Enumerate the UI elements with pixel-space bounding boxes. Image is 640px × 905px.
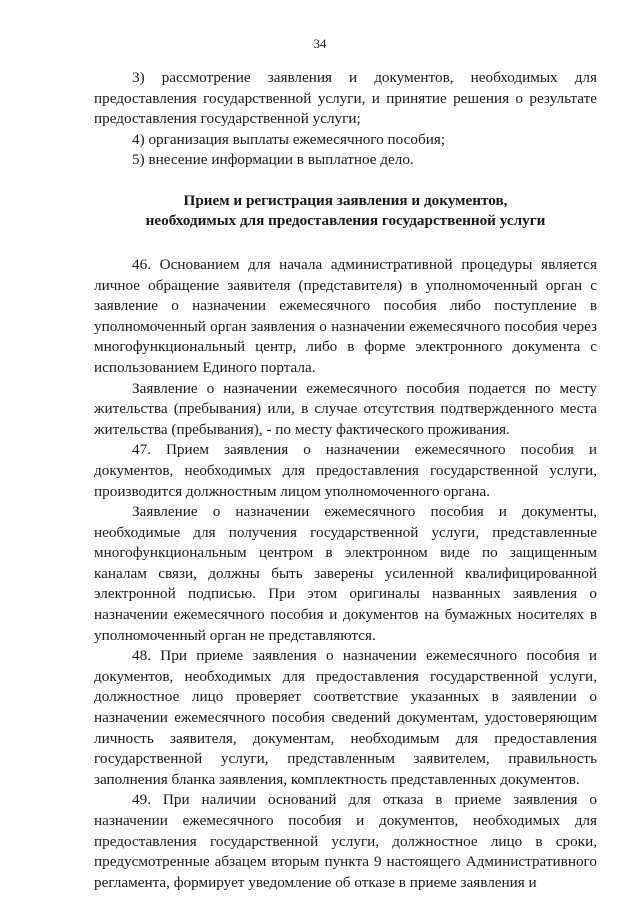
page-number: 34 bbox=[313, 36, 327, 51]
paragraph: Заявление о назначении ежемесячного пособия подается по месту жительства (пребывания) или, в случае отсутствия подтвержденного места жительства (пребывания), - по месту фактического проживания. bbox=[94, 379, 597, 438]
paragraph: Заявление о назначении ежемесячного пособия и документы, необходимые для получения государственной услуги, представленные многофункциональным центром в электронном виде по защищенным каналам связи, должны быть заверены усиленной квалифицированной электронной подписью. При этом оригиналы названных заявления о назначении ежемесячного пособия и документов на бумажных носителях в уполномоченный орган не представляются. bbox=[94, 503, 597, 644]
list-item: 4) организация выплаты ежемесячного пособия; bbox=[132, 130, 446, 148]
list-item: 5) внесение информации в выплатное дело. bbox=[132, 151, 414, 169]
paragraph: 46. Основанием для начала административной процедуры является личное обращение заявителя (представителя) в уполномоченный орган с заявление о назначении ежемесячного пособия либо поступление в уполномоченный орган заявления о назначении ежемесячного пособия через многофункциональный центр, либо в форме электронного документа с использованием Единого портала. bbox=[94, 255, 597, 376]
document-body bbox=[94, 68, 597, 893]
paragraph: 47. Прием заявления о назначении ежемесячного пособия и документов, необходимых для предоставления государственной услуги, производится должностным лицом уполномоченного органа. bbox=[94, 441, 597, 500]
section-heading bbox=[94, 191, 597, 231]
section-heading-line: Прием и регистрация заявления и документов, bbox=[183, 191, 508, 209]
paragraph: 48. При приеме заявления о назначении ежемесячного пособия и документов, необходимых для предоставления государственной услуги, должностное лицо проверяет соответствие указанных в заявлении о назначении ежемесячного пособия сведений документам, удостоверяющим личность заявителя, документам, необходимым для предоставления государственной услуги, представленным заявителем, правильность заполнения бланка заявления, комплектность представленных документов. bbox=[94, 647, 597, 788]
list-item: 3) рассмотрение заявления и документов, необходимых для предоставления государственной услуги, и принятие решения о результате предоставления государственной услуги; bbox=[94, 69, 597, 128]
section-heading-line: необходимых для предоставления государственной услуги bbox=[145, 211, 546, 229]
paragraph: 49. При наличии оснований для отказа в приеме заявления о назначении ежемесячного пособия и документов, необходимых для предоставления государственной услуги, должностное лицо в сроки, предусмотренные абзацем вторым пункта 9 настоящего Административного регламента, формирует уведомление об отказе в приеме заявления и bbox=[94, 791, 597, 891]
